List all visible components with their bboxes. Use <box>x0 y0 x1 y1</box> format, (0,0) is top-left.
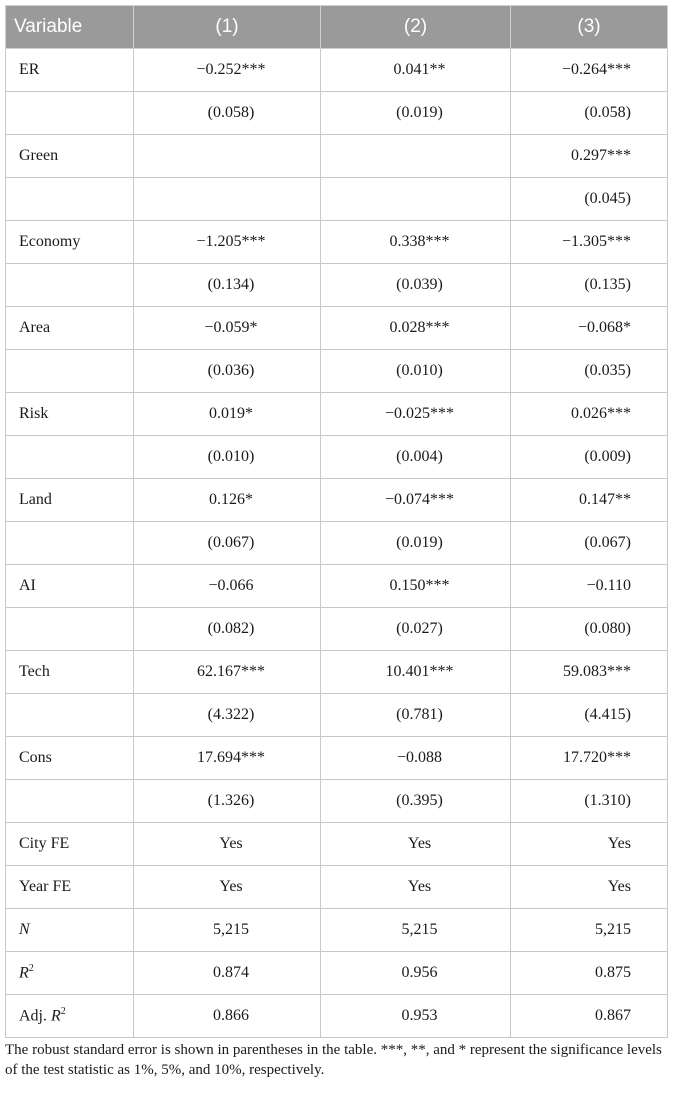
row-label-adj-r2 <box>6 995 134 1038</box>
table-row <box>6 178 668 221</box>
cell-col-3: 59.083*** <box>511 651 668 694</box>
cell-col-1: 17.694*** <box>134 737 321 780</box>
cell-col-3: −0.264*** <box>511 49 668 92</box>
cell-col-1: 0.126* <box>134 479 321 522</box>
table-row-r2 <box>6 952 668 995</box>
cell-col-1: −0.066 <box>134 565 321 608</box>
r-symbol: R <box>19 964 29 982</box>
table-row <box>6 479 668 522</box>
row-label: Green <box>6 135 134 178</box>
cell-col-3: (0.080) <box>511 608 668 651</box>
cell-col-1: (1.326) <box>134 780 321 823</box>
cell-col-2: 0.041** <box>321 49 511 92</box>
cell-col-2: (0.781) <box>321 694 511 737</box>
cell-col-1: Yes <box>134 823 321 866</box>
table-row-adj-r2 <box>6 995 668 1038</box>
cell-col-3: −0.110 <box>511 565 668 608</box>
cell-col-1: 0.866 <box>134 995 321 1038</box>
adj-prefix: Adj. <box>19 1007 51 1025</box>
cell-col-3: (0.067) <box>511 522 668 565</box>
row-label <box>6 780 134 823</box>
cell-col-3: (4.415) <box>511 694 668 737</box>
table-row <box>6 651 668 694</box>
row-label <box>6 608 134 651</box>
cell-col-2: 0.150*** <box>321 565 511 608</box>
cell-col-3: 5,215 <box>511 909 668 952</box>
row-label: AI <box>6 565 134 608</box>
r-squared-exponent: 2 <box>60 1006 66 1018</box>
table-row <box>6 264 668 307</box>
cell-col-1: (0.082) <box>134 608 321 651</box>
cell-col-3: 0.147** <box>511 479 668 522</box>
cell-col-1: 0.874 <box>134 952 321 995</box>
cell-col-3: (0.009) <box>511 436 668 479</box>
n-symbol: N <box>19 921 30 938</box>
cell-col-3: (0.135) <box>511 264 668 307</box>
table-row <box>6 737 668 780</box>
cell-col-2: (0.004) <box>321 436 511 479</box>
cell-col-1: Yes <box>134 866 321 909</box>
table-row <box>6 780 668 823</box>
cell-col-1: (4.322) <box>134 694 321 737</box>
table-row <box>6 823 668 866</box>
row-label <box>6 178 134 221</box>
cell-col-3: −0.068* <box>511 307 668 350</box>
table-row <box>6 565 668 608</box>
cell-col-2: 5,215 <box>321 909 511 952</box>
table-row <box>6 393 668 436</box>
cell-col-2: 0.956 <box>321 952 511 995</box>
table-header-row <box>6 6 668 49</box>
row-label <box>6 522 134 565</box>
row-label: Economy <box>6 221 134 264</box>
cell-col-2: 0.953 <box>321 995 511 1038</box>
cell-col-3: (0.035) <box>511 350 668 393</box>
cell-col-2: (0.039) <box>321 264 511 307</box>
cell-col-3: Yes <box>511 823 668 866</box>
cell-col-3: (0.058) <box>511 92 668 135</box>
r-symbol: R <box>51 1007 61 1025</box>
cell-col-1: −1.205*** <box>134 221 321 264</box>
table-row-n <box>6 909 668 952</box>
cell-col-2 <box>321 135 511 178</box>
header-variable: Variable <box>6 6 134 49</box>
cell-col-1 <box>134 178 321 221</box>
r-squared-exponent: 2 <box>28 963 34 975</box>
row-label: Area <box>6 307 134 350</box>
cell-col-2: −0.074*** <box>321 479 511 522</box>
cell-col-2: Yes <box>321 823 511 866</box>
row-label: Tech <box>6 651 134 694</box>
cell-col-2: 0.338*** <box>321 221 511 264</box>
row-label <box>6 264 134 307</box>
cell-col-3: 17.720*** <box>511 737 668 780</box>
header-col-3: (3) <box>511 6 668 49</box>
cell-col-1 <box>134 135 321 178</box>
row-label: Cons <box>6 737 134 780</box>
row-label: Year FE <box>6 866 134 909</box>
table-row <box>6 92 668 135</box>
row-label <box>6 436 134 479</box>
row-label: ER <box>6 49 134 92</box>
table-row <box>6 522 668 565</box>
header-col-2: (2) <box>321 6 511 49</box>
table-row <box>6 221 668 264</box>
row-label: Risk <box>6 393 134 436</box>
table-row <box>6 694 668 737</box>
cell-col-3: (1.310) <box>511 780 668 823</box>
table-row <box>6 608 668 651</box>
cell-col-1: (0.058) <box>134 92 321 135</box>
cell-col-1: 5,215 <box>134 909 321 952</box>
cell-col-2: 10.401*** <box>321 651 511 694</box>
table-row <box>6 307 668 350</box>
row-label <box>6 694 134 737</box>
cell-col-1: 62.167*** <box>134 651 321 694</box>
row-label <box>6 350 134 393</box>
cell-col-3: 0.026*** <box>511 393 668 436</box>
cell-col-2: −0.088 <box>321 737 511 780</box>
cell-col-2: (0.019) <box>321 92 511 135</box>
table-row <box>6 350 668 393</box>
cell-col-2: Yes <box>321 866 511 909</box>
table-row <box>6 135 668 178</box>
cell-col-2: (0.010) <box>321 350 511 393</box>
cell-col-3: 0.867 <box>511 995 668 1038</box>
cell-col-2: 0.028*** <box>321 307 511 350</box>
cell-col-3: −1.305*** <box>511 221 668 264</box>
regression-table <box>5 5 668 1038</box>
cell-col-1: −0.252*** <box>134 49 321 92</box>
cell-col-1: (0.036) <box>134 350 321 393</box>
table-row <box>6 866 668 909</box>
row-label: City FE <box>6 823 134 866</box>
cell-col-2 <box>321 178 511 221</box>
cell-col-2: −0.025*** <box>321 393 511 436</box>
cell-col-2: (0.027) <box>321 608 511 651</box>
table-row <box>6 49 668 92</box>
row-label-r2 <box>6 952 134 995</box>
cell-col-3: (0.045) <box>511 178 668 221</box>
row-label-n <box>6 909 134 952</box>
cell-col-3: 0.875 <box>511 952 668 995</box>
cell-col-1: (0.067) <box>134 522 321 565</box>
table-footnote: The robust standard error is shown in parentheses in the table. ***, **, and * represent the significance levels of the test statistic as 1%, 5%, and 10%, respectively. <box>5 1042 662 1078</box>
cell-col-1: 0.019* <box>134 393 321 436</box>
header-col-1: (1) <box>134 6 321 49</box>
cell-col-2: (0.019) <box>321 522 511 565</box>
cell-col-2: (0.395) <box>321 780 511 823</box>
cell-col-1: (0.010) <box>134 436 321 479</box>
cell-col-1: −0.059* <box>134 307 321 350</box>
row-label: Land <box>6 479 134 522</box>
cell-col-3: 0.297*** <box>511 135 668 178</box>
table-row <box>6 436 668 479</box>
row-label <box>6 92 134 135</box>
cell-col-1: (0.134) <box>134 264 321 307</box>
cell-col-3: Yes <box>511 866 668 909</box>
